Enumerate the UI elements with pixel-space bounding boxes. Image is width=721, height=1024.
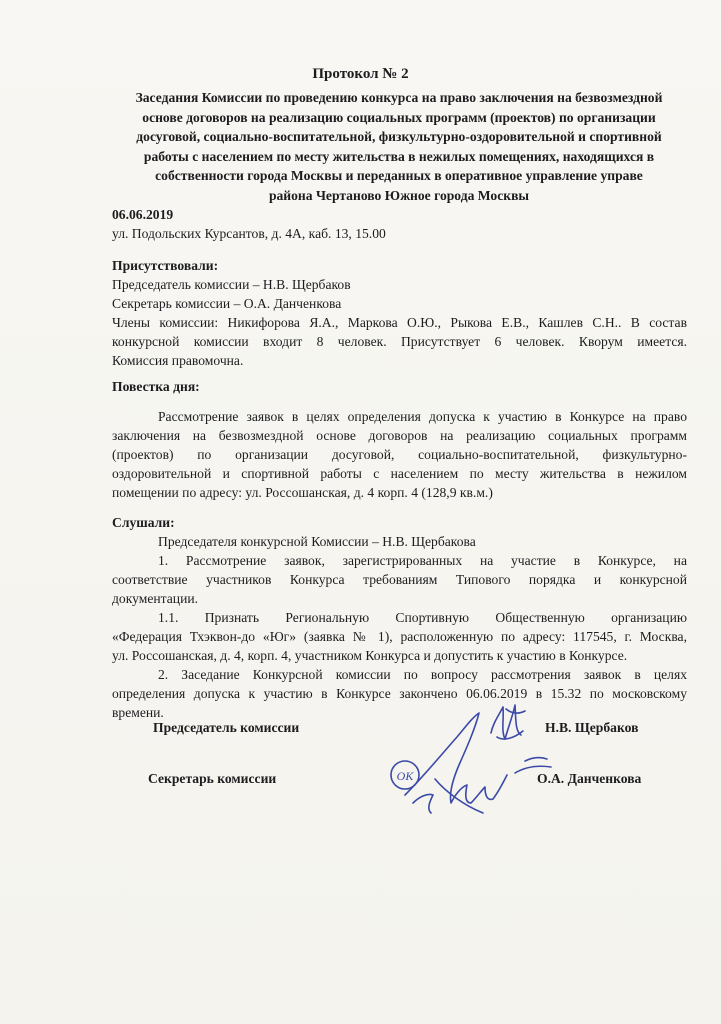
heard-item-2-line: времени. <box>112 705 164 720</box>
handwritten-signature <box>375 695 560 830</box>
heard-item-1-1-line: 1.1. Признать Региональную Спортивную Общественную организацию <box>158 610 687 625</box>
present-secretary: Секретарь комиссии – О.А. Данченкова <box>112 296 342 311</box>
chairman-signature-name: Н.В. Щербаков <box>545 720 639 735</box>
subtitle-line: досуговой, социально-воспитательной, физкультурно-оздоровительной и спортивной <box>136 129 662 144</box>
present-chairman: Председатель комиссии – Н.В. Щербаков <box>112 277 351 292</box>
chairman-signature-title: Председатель комиссии <box>153 720 300 735</box>
heard-heading: Слушали: <box>112 515 175 530</box>
agenda-section <box>112 407 687 502</box>
agenda-line: (проектов) по организации досуговой, социально-воспитательной, физкультурно- <box>112 447 687 462</box>
meeting-address: ул. Подольских Курсантов, д. 4А, каб. 13, 15.00 <box>112 226 386 241</box>
present-heading: Присутствовали: <box>112 258 219 273</box>
present-members-line: Члены комиссии: Никифорова Я.А., Маркова О.Ю., Рыкова Е.В., Кашлев С.Н.. В состав <box>112 315 687 330</box>
heard-item-2-line: 2. Заседание Конкурсной комиссии по вопросу рассмотрения заявок в целях <box>158 667 687 682</box>
present-section <box>112 256 687 370</box>
document-subtitle <box>104 88 694 205</box>
subtitle-line: основе договоров на реализацию социальных программ (проектов) по организации <box>142 109 656 125</box>
subtitle-line: собственности города Москвы и переданных в оперативное управление управе <box>155 168 643 183</box>
subtitle-line: Заседания Комиссии по проведению конкурса на право заключения на безвозмездной <box>135 90 663 105</box>
agenda-line: заключения на безвозмездной основе договоров на реализацию социальных программ <box>112 428 687 443</box>
meeting-info <box>112 205 687 243</box>
agenda-line: помещении по адресу: ул. Россошанская, д. 4 корп. 4 (128,9 кв.м.) <box>112 485 493 500</box>
heard-section <box>112 513 687 722</box>
subtitle-line: района Чертаново Южное города Москвы <box>268 187 530 203</box>
heard-item-1-line: 1. Рассмотрение заявок, зарегистрированных на участие в Конкурсе, на <box>158 553 687 568</box>
heard-item-1-line: документации. <box>112 591 199 606</box>
heard-item-2-line: определения допуска к участию в Конкурсе закончено 06.06.2019 в 15.32 по московскому <box>112 686 687 701</box>
heard-item-1-1-line: ул. Россошанская, д. 4, корп. 4, участником Конкурса и допустить к участию в Конкурсе. <box>112 648 628 663</box>
agenda-heading: Повестка дня: <box>112 379 200 394</box>
secretary-signature-name: О.А. Данченкова <box>537 771 642 786</box>
heard-speaker: Председателя конкурсной Комиссии – Н.В. Щербакова <box>158 534 476 549</box>
meeting-date: 06.06.2019 <box>112 207 174 222</box>
heard-item-1-line: соответствие участников Конкурса требованиям Типового порядка и конкурсной <box>112 572 687 587</box>
present-members-line: конкурсной комиссии входит 8 человек. Присутствует 6 человек. Кворум имеется. <box>112 334 687 349</box>
agenda-line: Рассмотрение заявок в целях определения допуска к участию в Конкурсе на право <box>158 409 687 424</box>
document-title: Протокол № 2 <box>312 66 409 82</box>
stamp-initials: ОК <box>396 769 414 783</box>
present-members-line: Комиссия правомочна. <box>112 353 244 368</box>
subtitle-line: работы с населением по месту жительства в нежилых помещениях, находящихся в <box>143 148 655 164</box>
agenda-line: оздоровительной и спортивной работы с населением по месту жительства в нежилом <box>112 466 687 481</box>
secretary-signature-title: Секретарь комиссии <box>148 771 277 786</box>
agenda-heading-block <box>112 377 687 396</box>
heard-item-1-1-line: «Федерация Тхэквон-до «Юг» (заявка № 1), расположенную по адресу: 117545, г. Москва, <box>112 629 687 644</box>
